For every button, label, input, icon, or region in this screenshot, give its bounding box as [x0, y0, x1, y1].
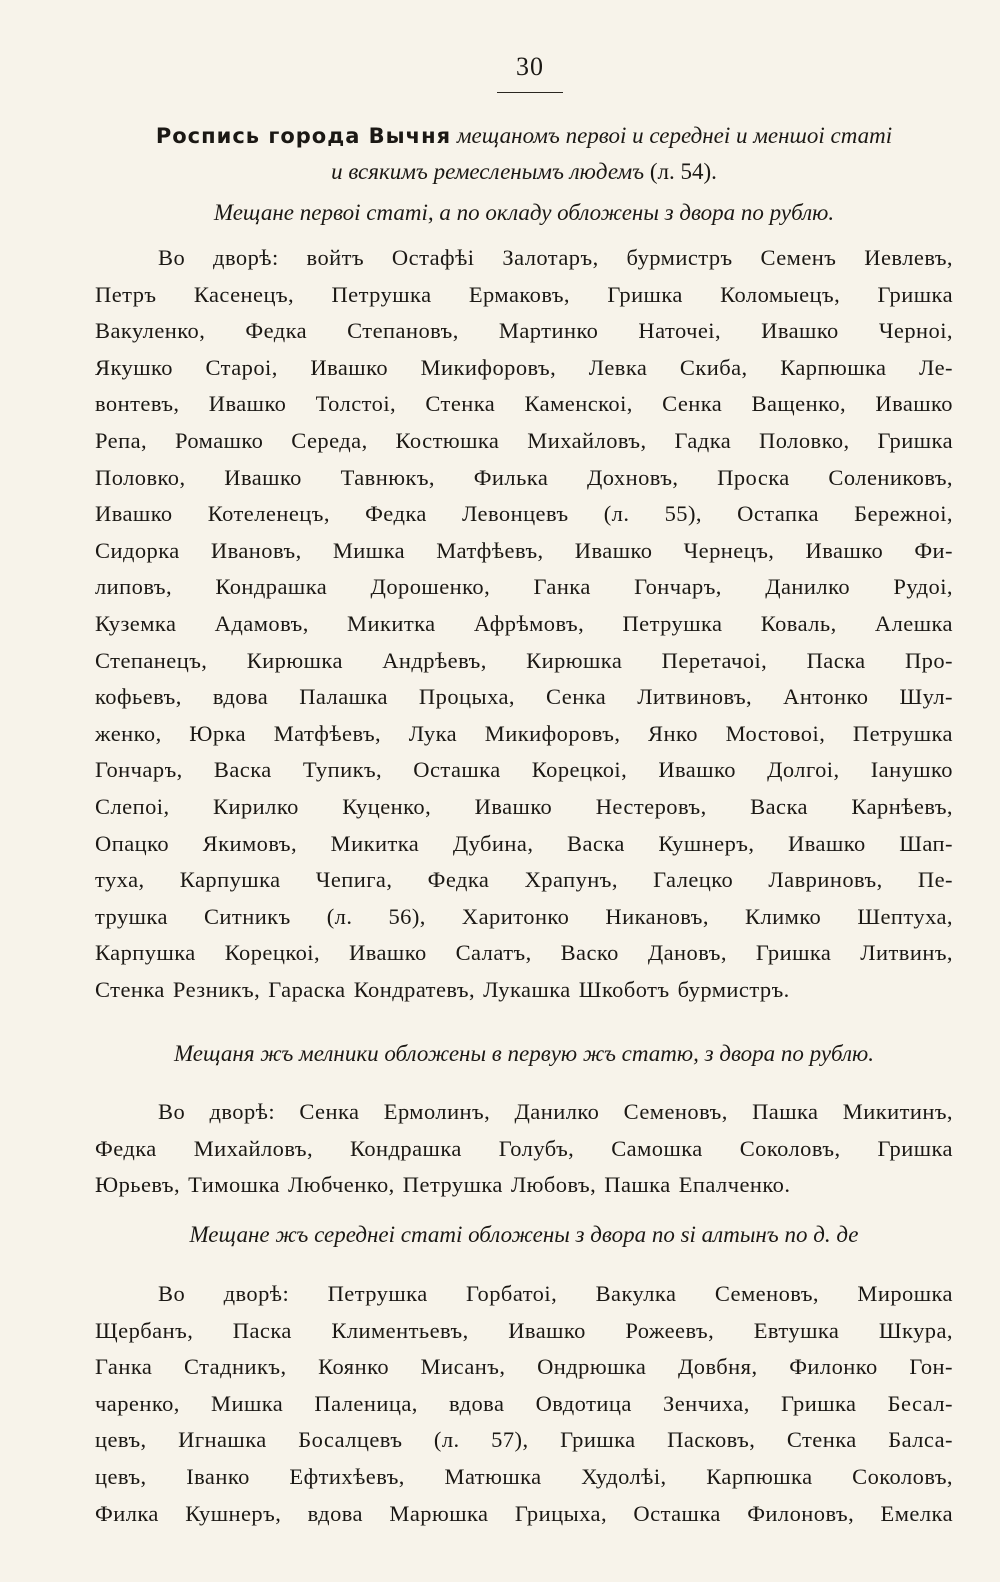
text-line: Степанецъ, Кирюшка Андрѣевъ, Кирюшка Перетачоі, Паска Про-: [95, 647, 953, 673]
text-line: Вакуленко, Федка Степановъ, Мартинко Наточеі, Ивашко Черноі,: [95, 318, 953, 344]
text-line: Во дворѣ: Сенка Ермолинъ, Данилко Семеновъ, Пашка Микитинъ,: [158, 1099, 953, 1124]
text-line: Федка Михайловъ, Кондрашка Голубъ, Самошка Соколовъ, Гришка: [95, 1135, 953, 1161]
text-line: Слепоі, Кирилко Куценко, Ивашко Нестеровъ, Васка Карнѣевъ,: [95, 793, 953, 819]
text-line: Гончаръ, Васка Тупикъ, Осташка Корецкоі, Ивашко Долгоі, Іанушко: [95, 757, 953, 783]
text-line: трушка Ситникъ (л. 56), Харитонко Никановъ, Климко Шептуха,: [95, 903, 953, 929]
text-line: Ивашко Котеленецъ, Федка Левонцевъ (л. 55), Остапка Бережноі,: [95, 501, 953, 527]
heading-folio-ref: (л. 54).: [644, 159, 717, 184]
text-line: липовъ, Кондрашка Дорошенко, Ганка Гончаръ, Данилко Рудоі,: [95, 574, 953, 600]
page-number: 30: [516, 52, 544, 81]
text-line: Репа, Ромашко Середа, Костюшка Михайловъ, Гадка Половко, Гришка: [95, 427, 953, 453]
text-line: Филка Кушнеръ, вдова Марюшка Грицыха, Осташка Филоновъ, Емелка: [95, 1500, 953, 1526]
text-line: Ганка Стадникъ, Коянко Мисанъ, Ондрюшка Довбня, Филонко Гон-: [95, 1354, 953, 1380]
text-line: туха, Карпушка Чепига, Федка Храпунъ, Галецко Лавриновъ, Пе-: [95, 867, 953, 893]
text-line: кофьевъ, вдова Палашка Процыха, Сенка Литвиновъ, Антонко Шул-: [95, 684, 953, 710]
heading-italic-1: мещаномъ первоі и середнеі и меншоі статі: [456, 123, 893, 148]
text-line: Юрьевъ, Тимошка Любченко, Петрушка Любовъ, Пашка Епалченко.: [95, 1172, 791, 1198]
section-title-3: Мещане жъ середнеі статі обложены з двора по ѕі алтынъ по д. де: [189, 1222, 859, 1247]
section-body-1: [95, 240, 953, 1008]
text-line: женко, Юрка Матфѣевъ, Лука Микифоровъ, Янко Мостовоі, Петрушка: [95, 720, 953, 746]
heading-title: Роспись города Вычня: [155, 124, 452, 148]
text-line: Во дворѣ: Петрушка Горбатоі, Вакулка Семеновъ, Мирошка: [158, 1281, 953, 1306]
heading-line-2: [95, 154, 953, 190]
text-line: Стенка Резникъ, Гараска Кондратевъ, Лукашка Шкоботъ бурмистръ.: [95, 976, 790, 1002]
text-line: Якушко Староі, Ивашко Микифоровъ, Левка Скиба, Карпюшка Ле-: [95, 354, 953, 380]
document-heading: [95, 118, 953, 190]
text-line: цевъ, Іванко Ефтихѣевъ, Матюшка Худолѣі, Карпюшка Соколовъ,: [95, 1463, 953, 1489]
text-line: Опацко Якимовъ, Микитка Дубина, Васка Кушнеръ, Ивашко Шап-: [95, 830, 953, 856]
section-title-2: Мещаня жъ мелники обложены в первую жъ статю, з двора по рублю.: [173, 1041, 875, 1066]
text-line: Куземка Адамовъ, Микитка Афрѣмовъ, Петрушка Коваль, Алешка: [95, 610, 953, 636]
document-page: [95, 0, 953, 1582]
page-number-rule: [497, 92, 563, 93]
section-body-3: [95, 1276, 953, 1532]
text-line: Щербанъ, Паска Климентьевъ, Ивашко Рожеевъ, Евтушка Шкура,: [95, 1317, 953, 1343]
text-line: Во дворѣ: войтъ Остафѣі Залотаръ, бурмистръ Семенъ Иевлевъ,: [158, 245, 953, 270]
text-line: Карпушка Корецкоі, Ивашко Салатъ, Васко Дановъ, Гришка Литвинъ,: [95, 940, 953, 966]
text-line: Половко, Ивашко Тавнюкъ, Филька Дохновъ, Проска Солениковъ,: [95, 464, 953, 490]
text-line: Сидорка Ивановъ, Мишка Матфѣевъ, Ивашко Чернецъ, Ивашко Фи-: [95, 537, 953, 563]
text-line: цевъ, Игнашка Босалцевъ (л. 57), Гришка Пасковъ, Стенка Балса-: [95, 1427, 953, 1453]
text-line: Петръ Касенецъ, Петрушка Ермаковъ, Гришка Коломыецъ, Гришка: [95, 281, 953, 307]
text-line: вонтевъ, Ивашко Толстоі, Стенка Каменскоі, Сенка Ващенко, Ивашко: [95, 391, 953, 417]
heading-italic-2: и всякимъ ремесленымъ людемъ: [331, 159, 645, 184]
section-title-1: Мещане первоі статі, а по окладу обложены з двора по рублю.: [213, 200, 835, 225]
section-body-2: [95, 1094, 953, 1204]
text-line: чаренко, Мишка Паленица, вдова Овдотица Зенчиха, Гришка Бесал-: [95, 1390, 953, 1416]
